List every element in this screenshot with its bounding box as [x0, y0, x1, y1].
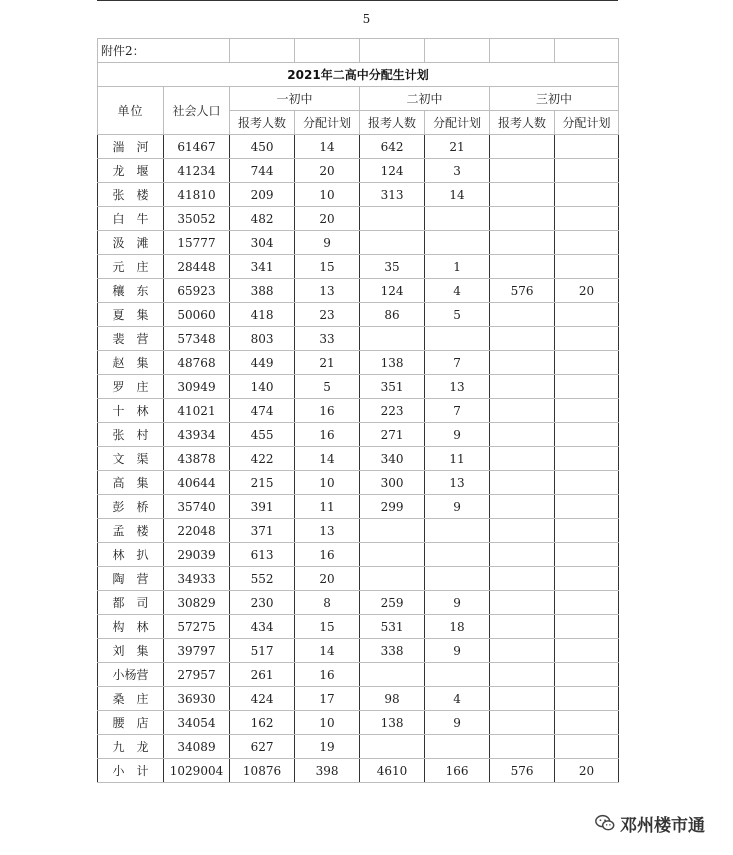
- applicants-2-cell: 338: [360, 639, 425, 663]
- quota-3-cell: [555, 519, 619, 543]
- applicants-1-cell: 140: [230, 375, 295, 399]
- quota-3-cell: 20: [555, 279, 619, 303]
- applicants-2-cell: [360, 567, 425, 591]
- wechat-icon: [594, 812, 616, 834]
- quota-1-cell: 13: [295, 519, 360, 543]
- population-cell: 30949: [164, 375, 230, 399]
- header-quota-1: 分配计划: [295, 111, 360, 135]
- header-group-2: 二初中: [360, 87, 490, 111]
- unit-cell: 构 林: [98, 615, 164, 639]
- header-quota-2: 分配计划: [425, 111, 490, 135]
- population-cell: 22048: [164, 519, 230, 543]
- quota-3-cell: [555, 663, 619, 687]
- header-quota-3: 分配计划: [555, 111, 619, 135]
- table-row: [98, 447, 619, 471]
- applicants-1-cell: 371: [230, 519, 295, 543]
- quota-1-cell: 10: [295, 183, 360, 207]
- applicants-2-cell: [360, 543, 425, 567]
- unit-cell: 白 牛: [98, 207, 164, 231]
- applicants-3-cell: [490, 183, 555, 207]
- unit-cell: 罗 庄: [98, 375, 164, 399]
- quota-3-cell: [555, 135, 619, 159]
- unit-cell: 孟 楼: [98, 519, 164, 543]
- population-cell: 61467: [164, 135, 230, 159]
- applicants-3-cell: [490, 303, 555, 327]
- unit-cell: 龙 堰: [98, 159, 164, 183]
- population-cell: 27957: [164, 663, 230, 687]
- header-applicants-3: 报考人数: [490, 111, 555, 135]
- quota-2-cell: [425, 519, 490, 543]
- page-title: 2021年二高中分配生计划: [98, 63, 619, 87]
- applicants-1-cell: 209: [230, 183, 295, 207]
- quota-1-cell: 15: [295, 615, 360, 639]
- quota-2-cell: 166: [425, 759, 490, 783]
- table-row: [98, 735, 619, 759]
- applicants-3-cell: [490, 591, 555, 615]
- quota-3-cell: [555, 591, 619, 615]
- applicants-2-cell: 340: [360, 447, 425, 471]
- quota-2-cell: 9: [425, 495, 490, 519]
- population-cell: 43878: [164, 447, 230, 471]
- quota-2-cell: 9: [425, 423, 490, 447]
- quota-2-cell: 1: [425, 255, 490, 279]
- population-cell: 43934: [164, 423, 230, 447]
- population-cell: 39797: [164, 639, 230, 663]
- quota-1-cell: 20: [295, 567, 360, 591]
- quota-2-cell: [425, 207, 490, 231]
- quota-1-cell: 14: [295, 639, 360, 663]
- quota-1-cell: 17: [295, 687, 360, 711]
- quota-2-cell: 9: [425, 711, 490, 735]
- allocation-table: [97, 38, 619, 783]
- table-row: [98, 135, 619, 159]
- applicants-1-cell: 261: [230, 663, 295, 687]
- quota-1-cell: 5: [295, 375, 360, 399]
- quota-1-cell: 15: [295, 255, 360, 279]
- unit-cell: 都 司: [98, 591, 164, 615]
- quota-3-cell: [555, 567, 619, 591]
- applicants-3-cell: [490, 711, 555, 735]
- applicants-2-cell: 124: [360, 279, 425, 303]
- unit-cell: 穰 东: [98, 279, 164, 303]
- applicants-3-cell: [490, 159, 555, 183]
- unit-cell: 腰 店: [98, 711, 164, 735]
- table-row: [98, 519, 619, 543]
- quota-3-cell: [555, 255, 619, 279]
- applicants-3-cell: [490, 231, 555, 255]
- applicants-3-cell: [490, 687, 555, 711]
- table-row: [98, 711, 619, 735]
- applicants-1-cell: 215: [230, 471, 295, 495]
- population-cell: 1029004: [164, 759, 230, 783]
- applicants-2-cell: [360, 231, 425, 255]
- unit-cell: 夏 集: [98, 303, 164, 327]
- quota-3-cell: [555, 207, 619, 231]
- unit-cell: 小 计: [98, 759, 164, 783]
- population-cell: 36930: [164, 687, 230, 711]
- applicants-1-cell: 304: [230, 231, 295, 255]
- table-row: [98, 255, 619, 279]
- applicants-2-cell: 138: [360, 351, 425, 375]
- applicants-2-cell: 35: [360, 255, 425, 279]
- applicants-3-cell: [490, 495, 555, 519]
- applicants-1-cell: 162: [230, 711, 295, 735]
- population-cell: 34933: [164, 567, 230, 591]
- applicants-2-cell: 313: [360, 183, 425, 207]
- quota-2-cell: 9: [425, 591, 490, 615]
- table-row: [98, 207, 619, 231]
- population-cell: 41234: [164, 159, 230, 183]
- applicants-3-cell: [490, 663, 555, 687]
- population-cell: 15777: [164, 231, 230, 255]
- unit-cell: 张 村: [98, 423, 164, 447]
- applicants-3-cell: [490, 135, 555, 159]
- applicants-2-cell: [360, 519, 425, 543]
- applicants-3-cell: [490, 255, 555, 279]
- unit-cell: 汲 滩: [98, 231, 164, 255]
- applicants-1-cell: 455: [230, 423, 295, 447]
- quota-3-cell: [555, 471, 619, 495]
- applicants-3-cell: [490, 399, 555, 423]
- unit-cell: 小杨营: [98, 663, 164, 687]
- applicants-3-cell: 576: [490, 279, 555, 303]
- quota-1-cell: 14: [295, 135, 360, 159]
- page-number: 5: [362, 12, 371, 26]
- applicants-3-cell: [490, 639, 555, 663]
- applicants-1-cell: 418: [230, 303, 295, 327]
- attachment-label: 附件2：: [98, 39, 230, 63]
- table-row: [98, 303, 619, 327]
- population-cell: 35052: [164, 207, 230, 231]
- applicants-1-cell: 482: [230, 207, 295, 231]
- quota-1-cell: 23: [295, 303, 360, 327]
- table-row: [98, 351, 619, 375]
- applicants-1-cell: 517: [230, 639, 295, 663]
- quota-2-cell: 13: [425, 471, 490, 495]
- table-row: [98, 687, 619, 711]
- quota-2-cell: 9: [425, 639, 490, 663]
- quota-1-cell: 20: [295, 207, 360, 231]
- population-cell: 30829: [164, 591, 230, 615]
- quota-3-cell: [555, 735, 619, 759]
- header-row-1: [98, 87, 619, 111]
- subtotal-row: [98, 759, 619, 783]
- applicants-3-cell: [490, 327, 555, 351]
- quota-3-cell: [555, 447, 619, 471]
- table-row: [98, 399, 619, 423]
- quota-2-cell: 14: [425, 183, 490, 207]
- applicants-3-cell: [490, 567, 555, 591]
- applicants-1-cell: 434: [230, 615, 295, 639]
- quota-1-cell: 16: [295, 399, 360, 423]
- quota-1-cell: 16: [295, 423, 360, 447]
- quota-3-cell: [555, 711, 619, 735]
- quota-3-cell: [555, 423, 619, 447]
- applicants-1-cell: 341: [230, 255, 295, 279]
- header-unit: 单位: [98, 87, 164, 135]
- quota-1-cell: 10: [295, 711, 360, 735]
- population-cell: 57275: [164, 615, 230, 639]
- quota-1-cell: 19: [295, 735, 360, 759]
- table-row: [98, 591, 619, 615]
- quota-3-cell: [555, 543, 619, 567]
- quota-2-cell: 11: [425, 447, 490, 471]
- applicants-1-cell: 391: [230, 495, 295, 519]
- applicants-2-cell: 531: [360, 615, 425, 639]
- quota-3-cell: [555, 687, 619, 711]
- quota-2-cell: 7: [425, 351, 490, 375]
- applicants-3-cell: [490, 423, 555, 447]
- quota-3-cell: [555, 303, 619, 327]
- applicants-3-cell: [490, 207, 555, 231]
- quota-3-cell: [555, 327, 619, 351]
- top-rule: [97, 0, 618, 1]
- unit-cell: 林 扒: [98, 543, 164, 567]
- population-cell: 50060: [164, 303, 230, 327]
- header-population: 社会人口: [164, 87, 230, 135]
- applicants-3-cell: [490, 543, 555, 567]
- quota-1-cell: 8: [295, 591, 360, 615]
- quota-1-cell: 16: [295, 543, 360, 567]
- population-cell: 34054: [164, 711, 230, 735]
- applicants-3-cell: 576: [490, 759, 555, 783]
- applicants-2-cell: 271: [360, 423, 425, 447]
- unit-cell: 张 楼: [98, 183, 164, 207]
- quota-3-cell: [555, 615, 619, 639]
- quota-1-cell: 11: [295, 495, 360, 519]
- population-cell: 35740: [164, 495, 230, 519]
- watermark-text: 邓州楼市通: [620, 815, 705, 836]
- quota-3-cell: [555, 639, 619, 663]
- applicants-2-cell: [360, 663, 425, 687]
- quota-2-cell: [425, 567, 490, 591]
- quota-1-cell: 21: [295, 351, 360, 375]
- applicants-1-cell: 10876: [230, 759, 295, 783]
- population-cell: 29039: [164, 543, 230, 567]
- applicants-2-cell: 259: [360, 591, 425, 615]
- quota-2-cell: 5: [425, 303, 490, 327]
- unit-cell: 元 庄: [98, 255, 164, 279]
- applicants-2-cell: 86: [360, 303, 425, 327]
- table-row: [98, 543, 619, 567]
- header-applicants-2: 报考人数: [360, 111, 425, 135]
- population-cell: 34089: [164, 735, 230, 759]
- applicants-1-cell: 422: [230, 447, 295, 471]
- table-row: [98, 615, 619, 639]
- applicants-2-cell: [360, 207, 425, 231]
- quota-3-cell: 20: [555, 759, 619, 783]
- quota-3-cell: [555, 351, 619, 375]
- table-row: [98, 375, 619, 399]
- applicants-2-cell: 98: [360, 687, 425, 711]
- applicants-2-cell: 299: [360, 495, 425, 519]
- unit-cell: 湍 河: [98, 135, 164, 159]
- quota-2-cell: 4: [425, 279, 490, 303]
- population-cell: 65923: [164, 279, 230, 303]
- population-cell: 41021: [164, 399, 230, 423]
- quota-2-cell: [425, 543, 490, 567]
- quota-2-cell: 13: [425, 375, 490, 399]
- applicants-3-cell: [490, 351, 555, 375]
- table-row: [98, 183, 619, 207]
- applicants-2-cell: [360, 735, 425, 759]
- watermark: [594, 809, 705, 837]
- applicants-3-cell: [490, 615, 555, 639]
- quota-3-cell: [555, 183, 619, 207]
- applicants-1-cell: 552: [230, 567, 295, 591]
- population-cell: 40644: [164, 471, 230, 495]
- allocation-sheet: [97, 38, 618, 783]
- quota-2-cell: 7: [425, 399, 490, 423]
- population-cell: 57348: [164, 327, 230, 351]
- header-applicants-1: 报考人数: [230, 111, 295, 135]
- applicants-2-cell: 642: [360, 135, 425, 159]
- header-group-3: 三初中: [490, 87, 619, 111]
- applicants-1-cell: 803: [230, 327, 295, 351]
- applicants-2-cell: 300: [360, 471, 425, 495]
- population-cell: 41810: [164, 183, 230, 207]
- table-row: [98, 495, 619, 519]
- quota-1-cell: 398: [295, 759, 360, 783]
- applicants-2-cell: [360, 327, 425, 351]
- applicants-3-cell: [490, 735, 555, 759]
- table-row: [98, 567, 619, 591]
- quota-3-cell: [555, 495, 619, 519]
- applicants-2-cell: 138: [360, 711, 425, 735]
- title-row: [98, 63, 619, 87]
- quota-1-cell: 10: [295, 471, 360, 495]
- unit-cell: 陶 营: [98, 567, 164, 591]
- quota-2-cell: [425, 327, 490, 351]
- unit-cell: 裴 营: [98, 327, 164, 351]
- quota-1-cell: 13: [295, 279, 360, 303]
- quota-3-cell: [555, 399, 619, 423]
- unit-cell: 赵 集: [98, 351, 164, 375]
- quota-2-cell: [425, 735, 490, 759]
- table-row: [98, 231, 619, 255]
- unit-cell: 九 龙: [98, 735, 164, 759]
- unit-cell: 刘 集: [98, 639, 164, 663]
- quota-1-cell: 9: [295, 231, 360, 255]
- table-row: [98, 663, 619, 687]
- applicants-2-cell: 223: [360, 399, 425, 423]
- table-row: [98, 279, 619, 303]
- applicants-1-cell: 424: [230, 687, 295, 711]
- quota-3-cell: [555, 159, 619, 183]
- population-cell: 28448: [164, 255, 230, 279]
- table-row: [98, 639, 619, 663]
- applicants-1-cell: 474: [230, 399, 295, 423]
- applicants-1-cell: 744: [230, 159, 295, 183]
- applicants-2-cell: 124: [360, 159, 425, 183]
- header-group-1: 一初中: [230, 87, 360, 111]
- quota-2-cell: 4: [425, 687, 490, 711]
- applicants-1-cell: 627: [230, 735, 295, 759]
- population-cell: 48768: [164, 351, 230, 375]
- applicants-3-cell: [490, 471, 555, 495]
- quota-1-cell: 16: [295, 663, 360, 687]
- quota-3-cell: [555, 231, 619, 255]
- applicants-2-cell: 4610: [360, 759, 425, 783]
- unit-cell: 高 集: [98, 471, 164, 495]
- unit-cell: 彭 桥: [98, 495, 164, 519]
- applicants-1-cell: 449: [230, 351, 295, 375]
- applicants-3-cell: [490, 375, 555, 399]
- attachment-row: [98, 39, 619, 63]
- table-row: [98, 159, 619, 183]
- quota-2-cell: 21: [425, 135, 490, 159]
- unit-cell: 十 林: [98, 399, 164, 423]
- table-row: [98, 471, 619, 495]
- applicants-1-cell: 450: [230, 135, 295, 159]
- applicants-3-cell: [490, 447, 555, 471]
- quota-1-cell: 20: [295, 159, 360, 183]
- quota-2-cell: 3: [425, 159, 490, 183]
- table-row: [98, 423, 619, 447]
- unit-cell: 文 渠: [98, 447, 164, 471]
- quota-2-cell: [425, 663, 490, 687]
- applicants-1-cell: 613: [230, 543, 295, 567]
- unit-cell: 桑 庄: [98, 687, 164, 711]
- quota-1-cell: 14: [295, 447, 360, 471]
- table-row: [98, 327, 619, 351]
- applicants-1-cell: 388: [230, 279, 295, 303]
- quota-3-cell: [555, 375, 619, 399]
- applicants-3-cell: [490, 519, 555, 543]
- applicants-2-cell: 351: [360, 375, 425, 399]
- applicants-1-cell: 230: [230, 591, 295, 615]
- quota-2-cell: 18: [425, 615, 490, 639]
- quota-1-cell: 33: [295, 327, 360, 351]
- quota-2-cell: [425, 231, 490, 255]
